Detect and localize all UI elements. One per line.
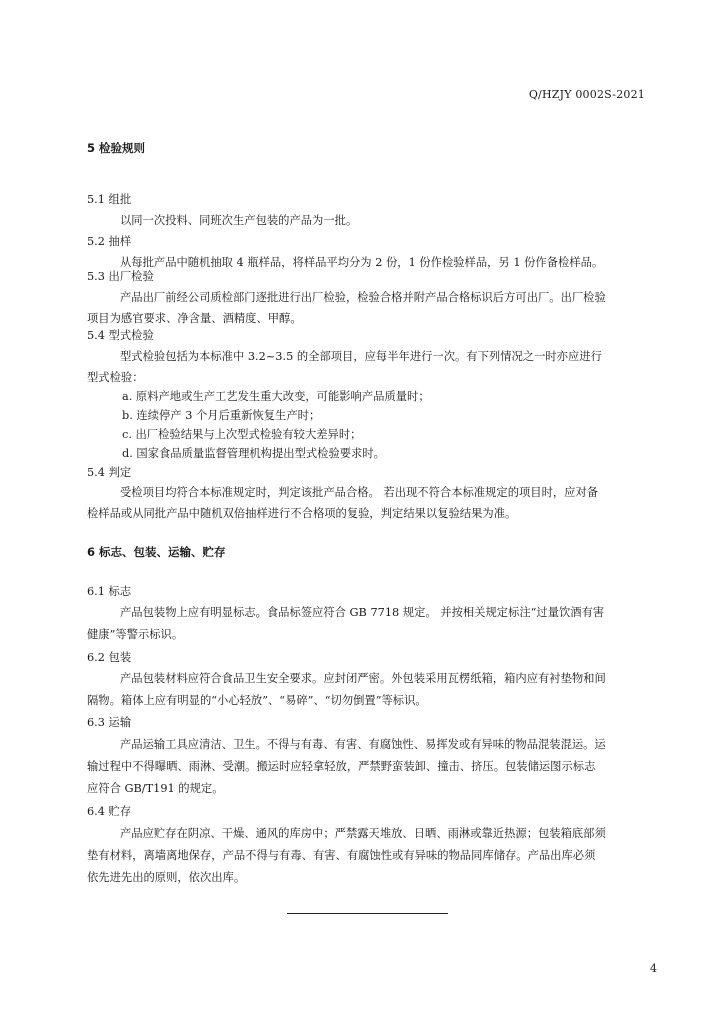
clause-6-4-line-3: 依先进先出的原则，依次出库。	[87, 871, 246, 884]
section-6-title: 6 标志、包装、运输、贮存	[87, 545, 226, 559]
clause-6-4-line-2: 垫有材料，离墙离地保存，产品不得与有毒、有害、有腐蚀性或有异味的物品同库储存。产品出库必须	[87, 849, 596, 862]
clause-6-1-label: 6.1 标志	[87, 585, 132, 598]
clause-6-2-label: 6.2 包装	[87, 651, 132, 664]
list-item-b: b. 连续停产 3 个月后重新恢复生产时；	[122, 409, 321, 422]
clause-6-3-line-2: 输过程中不得曝晒、雨淋、受潮。搬运时应轻拿轻放，严禁野蛮装卸、撞击、挤压。包装储运图示标志	[87, 760, 596, 773]
clause-5-4-line-2: 型式检验：	[87, 371, 144, 384]
clause-5-3-line-1: 产品出厂前经公司质检部门逐批进行出厂检验，检验合格并附产品合格标识后方可出厂。出厂检验	[120, 291, 606, 304]
clause-5-3-label: 5.3 出厂检验	[87, 270, 154, 283]
clause-5-3-line-2: 项目为感官要求、净含量、酒精度、甲醇。	[87, 312, 302, 325]
clause-5-2-label: 5.2 抽样	[87, 235, 132, 248]
clause-5-5-label: 5.4 判定	[87, 466, 132, 479]
list-item-a: a. 原料产地或生产工艺发生重大改变，可能影响产品质量时；	[122, 390, 430, 403]
clause-5-5-line-2: 检样品或从同批产品中随机双倍抽样进行不合格项的复验，判定结果以复验结果为准。	[87, 507, 517, 520]
clause-6-1-line-1: 产品包装物上应有明显标志。食品标签应符合 GB 7718 规定。 并按相关规定标注“过量饮酒有害	[120, 606, 605, 619]
clause-5-1-label: 5.1 组批	[87, 193, 132, 206]
clause-6-3-label: 6.3 运输	[87, 716, 132, 729]
clause-5-4-label: 5.4 型式检验	[87, 329, 154, 342]
clause-5-1-text: 以同一次投料、同班次生产包装的产品为一批。	[120, 214, 358, 227]
list-item-d: d. 国家食品质量监督管理机构提出型式检验要求时。	[122, 447, 385, 460]
clause-5-4-line-1: 型式检验包括为本标准中 3.2~3.5 的全部项目，应每半年进行一次。有下列情况之一时亦应进行	[120, 350, 602, 363]
clause-5-5-line-1: 受检项目均符合本标准规定时，判定该批产品合格。 若出现不符合本标准规定的项目时，应对备	[120, 486, 599, 499]
clause-6-3-line-3: 应符合 GB/T191 的规定。	[87, 782, 224, 795]
clause-6-4-label: 6.4 贮存	[87, 805, 132, 818]
clause-6-4-line-1: 产品应贮存在阴凉、干燥、通风的库房中；严禁露天堆放、日晒、雨淋或靠近热源；包装箱底部须	[120, 827, 606, 840]
end-rule	[287, 913, 448, 914]
clause-6-3-line-1: 产品运输工具应清洁、卫生。不得与有毒、有害、有腐蚀性、易挥发或有异味的物品混装混运。运	[120, 738, 606, 751]
page-number: 4	[650, 962, 657, 975]
document-code: Q/HZJY 0002S-2021	[528, 88, 645, 101]
clause-6-2-line-2: 隔物。箱体上应有明显的“小心轻放”、“易碎”、“切勿倒置”等标识。	[87, 694, 427, 707]
clause-6-1-line-2: 健康”等警示标识。	[87, 628, 184, 641]
clause-6-2-line-1: 产品包装材料应符合食品卫生安全要求。应封闭严密。外包装采用瓦楞纸箱，箱内应有衬垫物和间	[120, 672, 606, 685]
section-5-title: 5 检验规则	[87, 141, 146, 155]
clause-5-2-text: 从每批产品中随机抽取 4 瓶样品，将样品平均分为 2 份，1 份作检验样品，另 1 份作备检样品。	[120, 256, 604, 269]
list-item-c: c. 出厂检验结果与上次型式检验有较大差异时；	[122, 428, 362, 441]
